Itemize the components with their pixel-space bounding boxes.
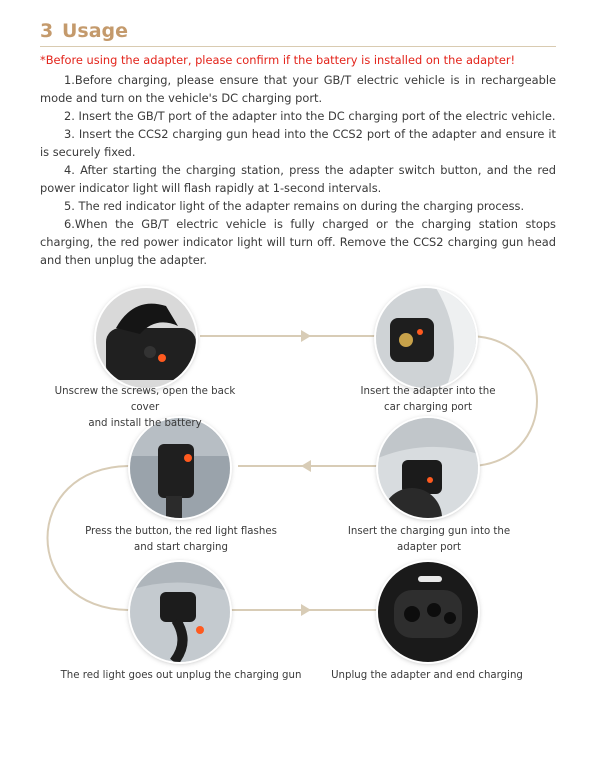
step-6 xyxy=(40,215,556,269)
unplug-adapter-photo xyxy=(378,562,478,662)
flow-caption-6: Unplug the adapter and end charging xyxy=(331,670,523,681)
battery-install-photo xyxy=(96,288,196,388)
step-text: The red indicator light of the adapter remains on during the charging process. xyxy=(78,199,525,213)
section-title: Usage xyxy=(62,20,129,42)
step-3 xyxy=(40,125,556,161)
flow-caption-4: Press the button, the red light flashes and start charging xyxy=(85,526,277,553)
button-press-photo xyxy=(130,418,230,518)
step-text: After starting the charging station, press the adapter switch button, and the red power indicator light will flash rapidly at 1-second intervals. xyxy=(40,163,556,195)
flow-caption-3: Insert the charging gun into the adapter port xyxy=(347,526,511,553)
step-4 xyxy=(40,161,556,197)
step-text: When the GB/T electric vehicle is fully charged or the charging station stops charging, the red power indicator light will turn off. Remove the CCS2 charging gun head and then unplug the adapter. xyxy=(40,217,556,267)
step-1 xyxy=(40,71,556,107)
step-number: 3. xyxy=(64,127,79,141)
flow-caption-5: The red light goes out unplug the charging gun xyxy=(60,670,302,681)
step-2 xyxy=(40,107,556,125)
step-text: Before charging, please ensure that your GB/T electric vehicle is in rechargeable mode and turn on the vehicle's DC charging port. xyxy=(40,73,556,105)
usage-flow-diagram xyxy=(0,270,601,774)
unplug-gun-photo xyxy=(130,562,230,662)
flow-connector-lines xyxy=(0,270,601,774)
step-number: 4. xyxy=(64,163,81,177)
step-text: Insert the GB/T port of the adapter into the DC charging port of the electric vehicle. xyxy=(78,109,556,123)
adapter-insert-photo xyxy=(376,288,476,388)
step-number: 1. xyxy=(64,73,75,87)
usage-steps xyxy=(40,71,556,269)
step-number: 2. xyxy=(64,109,79,123)
step-text: Insert the CCS2 charging gun head into the CCS2 port of the adapter and ensure it is securely fixed. xyxy=(40,127,556,159)
flow-caption-1: Unscrew the screws, open the back cover and install the battery xyxy=(54,386,236,429)
flow-caption-2: Insert the adapter into the car charging port xyxy=(360,386,496,413)
battery-warning: *Before using the adapter, please confirm if the battery is installed on the adapter! xyxy=(40,53,516,67)
section-heading xyxy=(40,18,556,47)
step-number: 5. xyxy=(64,199,79,213)
section-number: 3 xyxy=(40,20,54,42)
step-5 xyxy=(40,197,556,215)
gun-insert-photo xyxy=(378,418,478,518)
step-number: 6. xyxy=(64,217,75,231)
